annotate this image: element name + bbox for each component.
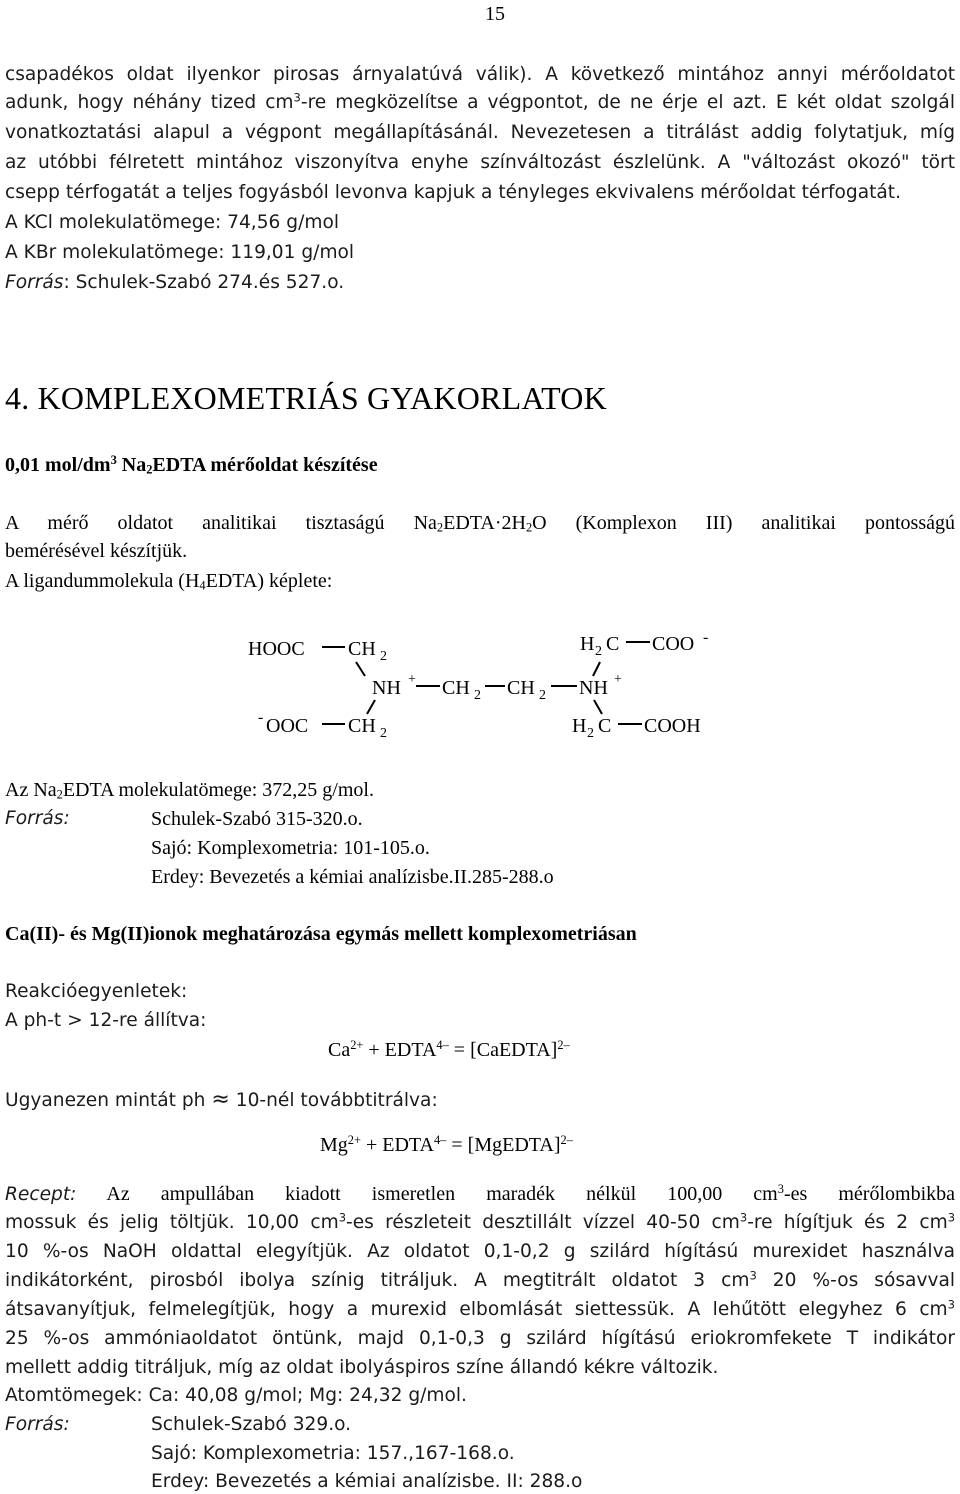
bond-4: [593, 662, 600, 676]
ph10-line: Ugyanezen mintát ph ≈ 10-nél továbbtitrálva:: [5, 1087, 438, 1112]
formula-ch-top-left: CH: [348, 638, 376, 660]
bond-10: [594, 700, 602, 714]
intro-line-2: adunk, hogy néhány tized $cm^3-re$ megközelítse a végpontot, de ne érje el azt. E két oldat szolgál: [5, 90, 955, 113]
edta-molar-mass: Az $Na_2EDTA$ molekulatömege: 372,25 g/mol.: [5, 779, 374, 802]
formula-nh-left: NH: [372, 677, 401, 699]
formula-plus-left: +: [408, 672, 416, 687]
intro-line-1: csapadékos oldat ilyenkor pirosas árnyalatúvá válik). A következő mintához annyi mérőoldatot: [5, 64, 955, 85]
para-line-2: bemérésével készítjük.: [5, 540, 188, 562]
subheading-edta: 0,01 mol/$dm^3$ $Na_2EDTA$ mérőoldat készítése: [5, 453, 378, 477]
recipe-line-7: mellett addig titráljuk, míg az oldat ibolyáspiros színe állandó kékre változik.: [5, 1357, 719, 1378]
formula-sub-2d: 2: [539, 688, 546, 703]
formula-nh-right: NH: [579, 677, 608, 699]
atomic-masses: Atomtömegek: Ca: 40,08 g/mol; Mg: 24,32 g/mol.: [5, 1385, 467, 1406]
formula-ooc: OOC: [266, 715, 309, 737]
formula-h-top-right: H: [580, 633, 595, 655]
formula-ch-mid-2: CH: [507, 677, 535, 699]
ligand-line: A ligandummolekula $(H_4EDTA)$ képlete:: [5, 570, 333, 593]
section-title: 4. KOMPLEXOMETRIÁS GYAKORLATOK: [5, 380, 607, 416]
formula-ch-mid-1: CH: [442, 677, 470, 699]
formula-c-bottom-right: C: [598, 715, 612, 737]
camg-sources-label: Forrás:: [5, 1414, 70, 1435]
kcl-molar-mass: A KCl molekulatömege: 74,56 g/mol: [5, 212, 339, 233]
ph12-line: A ph-t > 12-re állítva:: [5, 1010, 207, 1031]
recipe-line-3: 10 %-os NaOH oldattal elegyítjük. Az oldatot 0,1-0,2 g szilárd hígítású murexidet használva: [5, 1241, 955, 1262]
source-item-2: Sajó: Komplexometria: 101-105.o.: [151, 837, 430, 859]
formula-coo: COO: [652, 633, 695, 655]
formula-minus-2: -: [258, 709, 264, 726]
formula-hooc: HOOC: [248, 638, 305, 660]
bond-2: [356, 662, 365, 676]
formula-plus-right: +: [614, 672, 622, 687]
formula-cooh: COOH: [644, 715, 701, 737]
formula-sub-2f: 2: [587, 726, 594, 741]
formula-minus-1: -: [703, 629, 709, 646]
bond-8: [367, 700, 375, 714]
formula-h-bottom-right: H: [572, 715, 587, 737]
intro-source: Forrás: Schulek-Szabó 274.és 527.o.: [5, 272, 345, 293]
camg-source-item-3: Erdey: Bevezetés a kémiai analízisbe. II: 288.o: [151, 1471, 583, 1492]
recipe-line-5: átsavanyítjuk, felmelegítjük, hogy a murexid elbomlását siettessük. A lehűtött elegyhez 6 $cm^3$: [5, 1297, 955, 1320]
approx-symbol: ≈: [211, 1087, 230, 1112]
recipe-line-2: mossuk és jelig töltjük. 10,00 $cm^3-es$ részleteit desztillált vízzel 40-50 $cm^3-re$ hígítjuk és 2 $cm^3$: [5, 1210, 956, 1233]
source-item-1: Schulek-Szabó 315-320.o.: [151, 808, 363, 830]
sources-label: Forrás:: [5, 808, 70, 829]
reactions-label: Reakcióegyenletek:: [5, 981, 188, 1002]
equation-ca: $Ca^{2+}$ + $EDTA^{4-}$ = [CaEDTA]$^{2-}$: [328, 1038, 570, 1061]
camg-source-item-2: Sajó: Komplexometria: 157.,167-168.o.: [151, 1443, 515, 1464]
intro-line-5: csepp térfogatát a teljes fogyásból levonva kapjuk a tényleges ekvivalens mérőoldat térfogatát.: [5, 182, 901, 203]
kbr-molar-mass: A KBr molekulatömege: 119,01 g/mol: [5, 242, 355, 263]
para-line-1: A mérő oldatot analitikai tisztaságú $Na_2EDTA\cdot 2H_2O$ (Komplexon III) analitikai pontosságú: [5, 512, 955, 535]
formula-sub-2c: 2: [474, 688, 481, 703]
recipe-line-4: indikátorként, pirosból ibolya színig titráljuk. A megtitrált oldatot 3 $cm^3$ 20 %-os sósavval: [5, 1268, 956, 1291]
formula-sub-2b: 2: [595, 644, 602, 659]
camg-source-item-1: Schulek-Szabó 329.o.: [151, 1414, 352, 1435]
page-number: 15: [485, 3, 505, 25]
formula-ch-bottom-left: CH: [348, 715, 376, 737]
formula-sub-2e: 2: [380, 726, 387, 741]
intro-line-4: az utóbbi félretett mintához viszonyítva enyhe színváltozást észlelünk. A "változást okozó" tört: [5, 152, 955, 173]
recipe-line-1: Recept: Az ampullában kiadott ismeretlen maradék nélkül 100,00 $cm^3-es$ mérőlombikba: [5, 1182, 956, 1205]
source-item-3: Erdey: Bevezetés a kémiai analízisbe.II.285-288.o: [151, 866, 554, 888]
formula-c-top-right: C: [606, 633, 620, 655]
recipe-line-6: 25 %-os ammóniaoldatot öntünk, majd 0,1-0,3 g szilárd hígítású eriokromfekete T indikátor: [5, 1328, 955, 1349]
edta-structural-formula: [0, 620, 960, 750]
camg-title: Ca(II)- és Mg(II)ionok meghatározása egymás mellett komplexometriásan: [5, 923, 637, 945]
formula-sub-2a: 2: [380, 649, 387, 664]
equation-mg: $Mg^{2+}$ + $EDTA^{4-}$ = [MgEDTA]$^{2-}$: [320, 1133, 573, 1156]
intro-line-3: vonatkoztatási alapul a végpont megállapításánál. Nevezetesen a titrálást addig folytatjuk, míg: [5, 122, 955, 143]
